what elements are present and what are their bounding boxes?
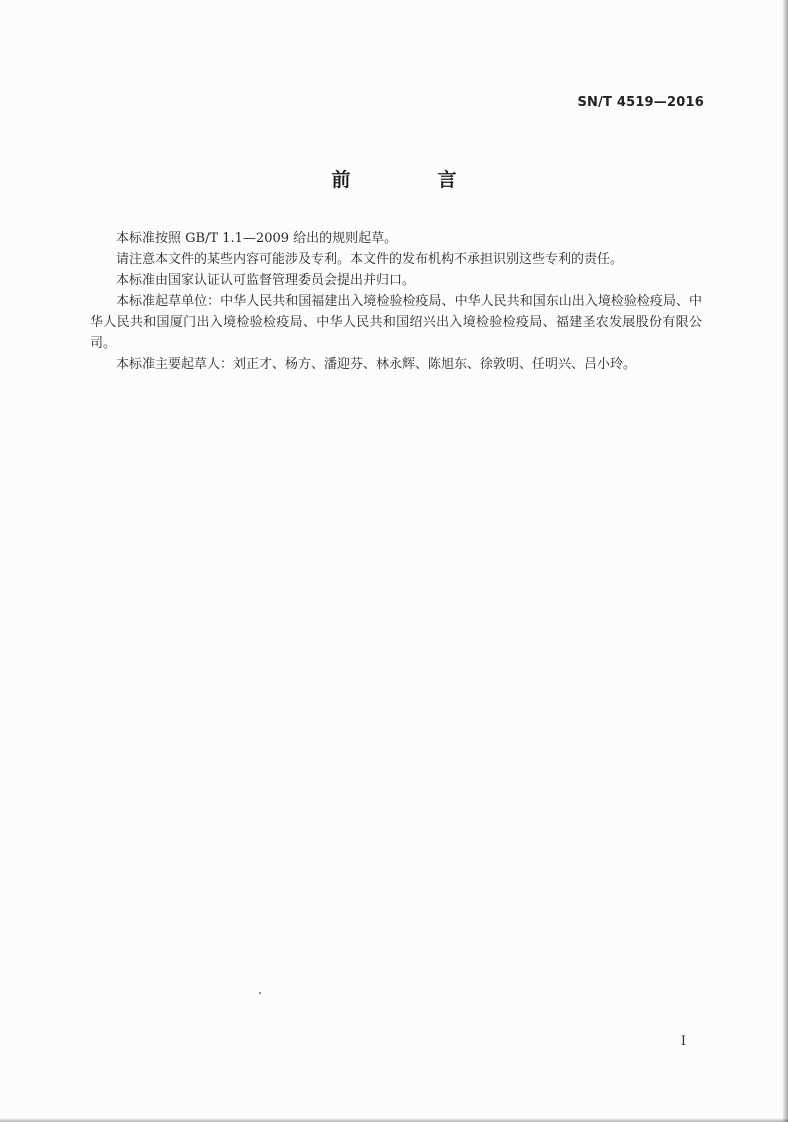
- scan-edge-right: [782, 0, 788, 1122]
- foreword-body: [90, 228, 702, 375]
- paragraph-drafters: 本标准主要起草人：刘正才、杨方、潘迎芬、林永辉、陈旭东、徐敦明、任明兴、吕小玲。: [116, 357, 637, 372]
- scan-speck: [259, 992, 261, 994]
- page-number: I: [680, 1034, 686, 1049]
- page-title: 前 言: [331, 169, 491, 191]
- paragraph-proposer: 本标准由国家认证认可监督管理委员会提出并归口。: [116, 273, 416, 288]
- paragraph-drafting-units: 本标准起草单位：中华人民共和国福建出入境检验检疫局、中华人民共和国东山出入境检验检疫局、中华人民共和国厦门出入境检验检疫局、中华人民共和国绍兴出入境检验检疫局、福建圣农发展股份有限公司。: [90, 294, 702, 351]
- standard-code: SN/T 4519—2016: [577, 95, 704, 110]
- paragraph-drafting-rules: 本标准按照 GB/T 1.1—2009 给出的规则起草。: [116, 231, 398, 246]
- paragraph-patent-notice: 请注意本文件的某些内容可能涉及专利。本文件的发布机构不承担识别这些专利的责任。: [116, 252, 624, 267]
- scan-edge-bottom: [0, 1118, 788, 1122]
